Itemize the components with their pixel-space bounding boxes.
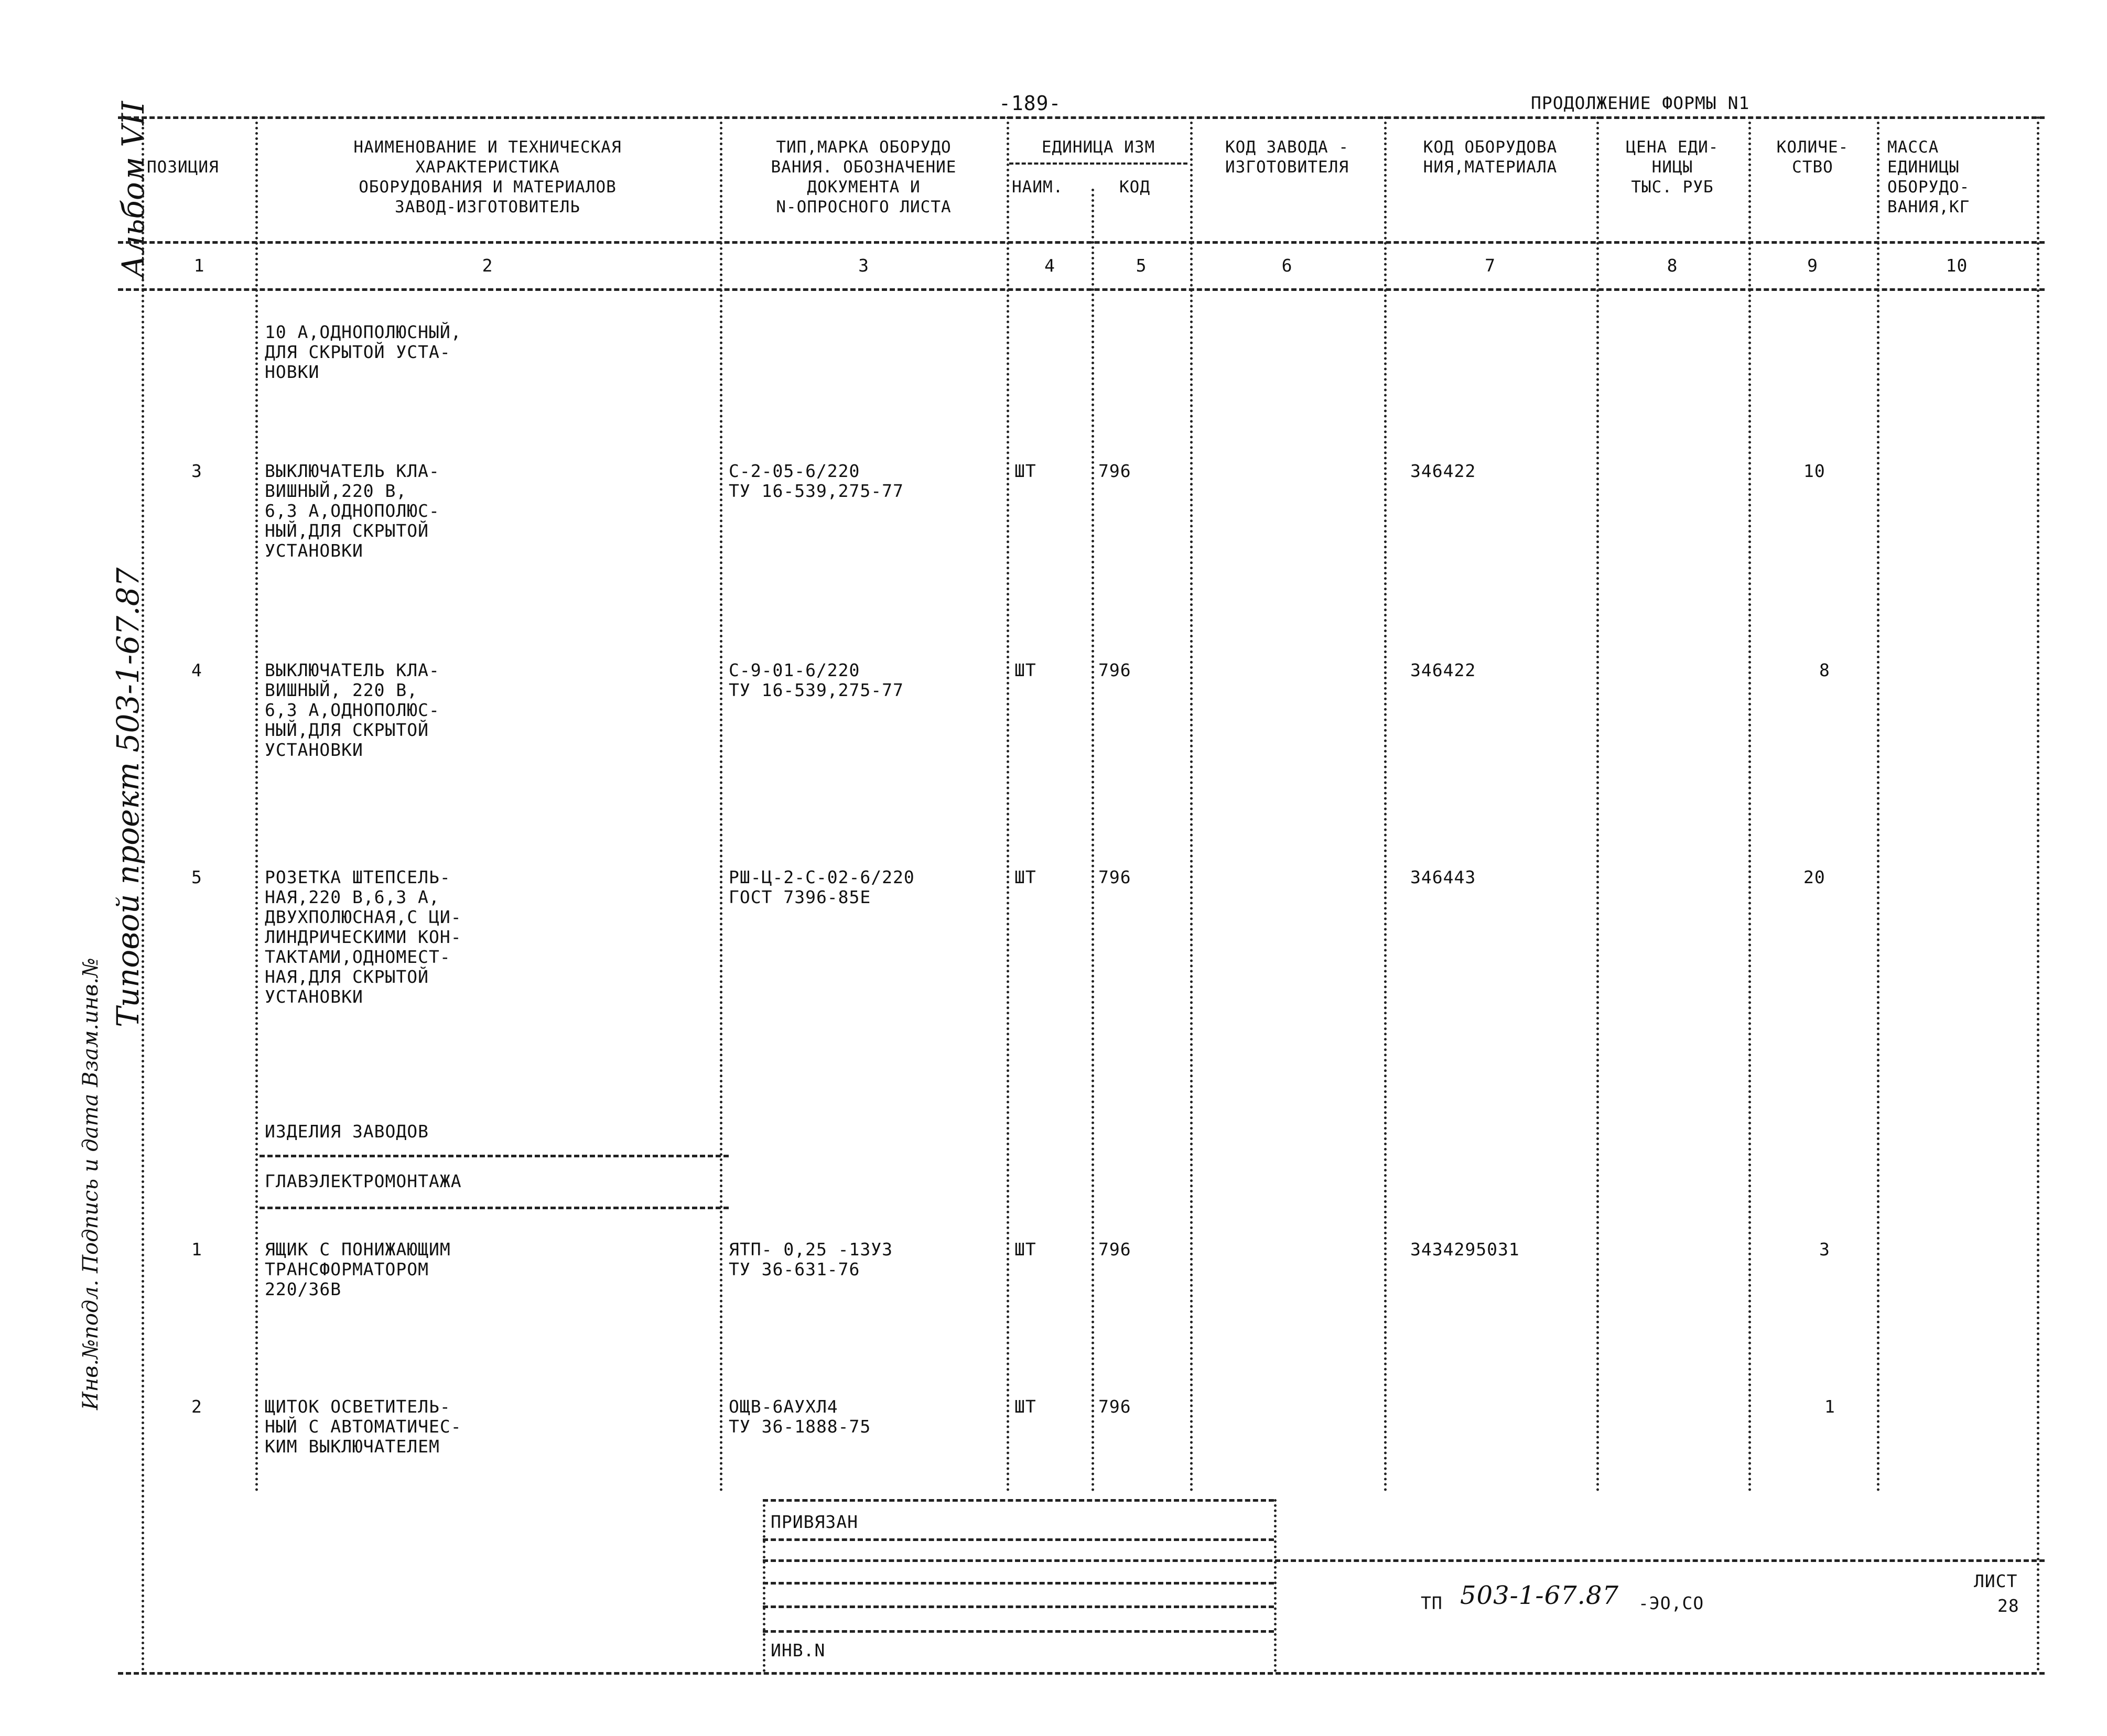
bound-label: ПРИВЯЗАН — [771, 1512, 858, 1532]
row-name-line: УСТАНОВКИ — [265, 740, 363, 760]
header-price-2: НИЦЫ — [1651, 158, 1693, 177]
rule-stamp-3 — [763, 1559, 2045, 1562]
row-position: 2 — [191, 1396, 202, 1417]
header-name-4: ЗАВОД-ИЗГОТОВИТЕЛЬ — [395, 198, 580, 216]
row-name-line: КИМ ВЫКЛЮЧАТЕЛЕМ — [265, 1436, 440, 1457]
row-unit-code: 796 — [1098, 1396, 1131, 1417]
colnum-4: 4 — [1044, 255, 1055, 276]
row-position: 1 — [191, 1239, 202, 1260]
header-mass-4: ВАНИЯ,КГ — [1887, 198, 1970, 216]
page-number: -189- — [999, 92, 1062, 115]
rule-stamp-5 — [763, 1605, 1274, 1608]
rule-colnums-bottom — [118, 288, 2045, 291]
row-material-code: 346443 — [1410, 867, 1476, 887]
vrule-10 — [2037, 116, 2039, 1672]
row-name-line: ЯЩИК С ПОНИЖАЮЩИМ — [265, 1239, 451, 1260]
header-unit: ЕДИНИЦА ИЗМ — [1041, 138, 1155, 157]
row-type-line: ТУ 16-539,275-77 — [729, 680, 904, 700]
rule-group-bottom — [260, 1207, 729, 1209]
row-unit: ШТ — [1014, 1239, 1036, 1260]
header-type-2: ВАНИЯ. ОБОЗНАЧЕНИЕ — [771, 158, 957, 177]
approval-stamp-label: Инв.№подл. Подпись и дата Взам.инв.№ — [79, 958, 103, 1410]
row-material-code: 346422 — [1410, 461, 1476, 481]
header-unit-name: НАИМ. — [1012, 178, 1064, 197]
colnum-3: 3 — [858, 255, 869, 276]
vrule-stamp — [1274, 1499, 1277, 1672]
colnum-7: 7 — [1485, 255, 1496, 276]
rule-stamp-6 — [763, 1630, 1274, 1633]
row-name-line: ДВУХПОЛЮСНАЯ,С ЦИ- — [265, 907, 462, 927]
row-material-code: 346422 — [1410, 660, 1476, 680]
vrule-1 — [255, 116, 258, 1492]
rule-bottom — [118, 1672, 2045, 1675]
row-name-line: ТАКТАМИ,ОДНОМЕСТ- — [265, 947, 451, 967]
colnum-9: 9 — [1807, 255, 1818, 276]
row-unit: ШТ — [1014, 867, 1036, 887]
doc-code: 503-1-67.87 — [1460, 1581, 1619, 1610]
group-heading-1: ИЗДЕЛИЯ ЗАВОДОВ — [265, 1121, 429, 1142]
row-name-line: 220/36В — [265, 1279, 342, 1299]
row-type-line: ЯТП- 0,25 -13У3 — [729, 1239, 893, 1260]
row-name-line: УСТАНОВКИ — [265, 540, 363, 561]
row-type-line: С-2-05-6/220 — [729, 461, 860, 481]
row-unit-code: 796 — [1098, 1239, 1131, 1260]
row-name-line: НОВКИ — [265, 362, 320, 382]
row-name-line: 6,3 А,ОДНОПОЛЮС- — [265, 501, 440, 521]
header-name-1: НАИМЕНОВАНИЕ И ТЕХНИЧЕСКАЯ — [353, 138, 622, 157]
vrule-9 — [1877, 116, 1879, 1492]
row-name-line: 10 А,ОДНОПОЛЮСНЫЙ, — [265, 322, 462, 342]
row-name-line: НЫЙ,ДЛЯ СКРЫТОЙ — [265, 720, 429, 740]
doc-prefix: ТП — [1421, 1593, 1443, 1613]
row-position: 5 — [191, 867, 202, 887]
row-unit-code: 796 — [1098, 867, 1131, 887]
album-label: Альбом VII — [115, 101, 151, 278]
row-type-line: ОЩВ-6АУХЛ4 — [729, 1396, 838, 1417]
row-name-line: ЛИНДРИЧЕСКИМИ КОН- — [265, 927, 462, 947]
header-equipment-code-2: НИЯ,МАТЕРИАЛА — [1423, 158, 1558, 177]
group-heading-2: ГЛАВЭЛЕКТРОМОНТАЖА — [265, 1171, 462, 1191]
header-type-1: ТИП,МАРКА ОБОРУДО — [776, 138, 952, 157]
vrule-2 — [720, 116, 722, 1492]
vrule-5 — [1190, 116, 1193, 1492]
header-name-2: ХАРАКТЕРИСТИКА — [415, 158, 560, 177]
header-equipment-code-1: КОД ОБОРУДОВА — [1423, 138, 1558, 157]
colnum-6: 6 — [1281, 255, 1293, 276]
vrule-6 — [1384, 116, 1387, 1492]
row-unit-code: 796 — [1098, 461, 1131, 481]
sheet-label: ЛИСТ — [1974, 1571, 2018, 1591]
row-type-line: ТУ 16-539,275-77 — [729, 481, 904, 501]
vrule-7 — [1596, 116, 1599, 1492]
row-quantity: 20 — [1803, 867, 1825, 887]
row-position: 3 — [191, 461, 202, 481]
row-unit: ШТ — [1014, 1396, 1036, 1417]
row-type-line: ТУ 36-1888-75 — [729, 1416, 871, 1437]
colnum-8: 8 — [1667, 255, 1678, 276]
project-label: Типовой проект 503-1-67.87 — [110, 567, 146, 1027]
row-type-line: ГОСТ 7396-85Е — [729, 887, 871, 907]
header-unit-code: КОД — [1119, 178, 1150, 197]
colnum-5: 5 — [1136, 255, 1147, 276]
row-type-line: С-9-01-6/220 — [729, 660, 860, 680]
colnum-1: 1 — [193, 255, 205, 276]
row-name-line: УСТАНОВКИ — [265, 986, 363, 1007]
row-quantity: 10 — [1803, 461, 1825, 481]
colnum-10: 10 — [1946, 255, 1968, 276]
row-quantity: 1 — [1824, 1396, 1835, 1417]
row-name-line: ВЫКЛЮЧАТЕЛЬ КЛА- — [265, 660, 440, 680]
row-name-line: 6,3 А,ОДНОПОЛЮС- — [265, 700, 440, 720]
inventory-label: ИНВ.N — [771, 1640, 826, 1661]
header-qty-2: СТВО — [1792, 158, 1833, 177]
row-unit: ШТ — [1014, 660, 1036, 680]
row-name-line: ВИШНЫЙ, 220 В, — [265, 680, 418, 700]
vrule-0 — [142, 116, 144, 1672]
row-name-line: РОЗЕТКА ШТЕПСЕЛЬ- — [265, 867, 451, 887]
row-name-line: ВЫКЛЮЧАТЕЛЬ КЛА- — [265, 461, 440, 481]
vrule-8 — [1748, 116, 1751, 1492]
header-name-3: ОБОРУДОВАНИЯ И МАТЕРИАЛОВ — [359, 178, 617, 197]
colnum-2: 2 — [482, 255, 493, 276]
row-quantity: 8 — [1819, 660, 1830, 680]
rule-group-top — [260, 1155, 729, 1157]
row-name-line: ДЛЯ СКРЫТОЙ УСТА- — [265, 342, 451, 362]
continuation-note: ПРОДОЛЖЕНИЕ ФОРМЫ N1 — [1531, 93, 1750, 113]
row-name-line: ЩИТОК ОСВЕТИТЕЛЬ- — [265, 1396, 451, 1417]
row-quantity: 3 — [1819, 1239, 1830, 1260]
rule-stamp-2 — [763, 1538, 1274, 1541]
header-factory-2: ИЗГОТОВИТЕЛЯ — [1225, 158, 1349, 177]
vrule-4 — [1092, 189, 1094, 1492]
row-name-line: ВИШНЫЙ,220 В, — [265, 481, 407, 501]
rule-stamp-4 — [763, 1582, 1274, 1585]
row-material-code: 3434295031 — [1410, 1239, 1520, 1260]
row-type-line: ТУ 36-631-76 — [729, 1259, 860, 1279]
row-name-line: ТРАНСФОРМАТОРОМ — [265, 1259, 429, 1279]
row-name-line: НЫЙ С АВТОМАТИЧЕС- — [265, 1416, 462, 1437]
row-name-line: НАЯ,ДЛЯ СКРЫТОЙ — [265, 967, 429, 987]
row-name-line: НАЯ,220 В,6,3 А, — [265, 887, 440, 907]
row-unit: ШТ — [1014, 461, 1036, 481]
header-type-4: N-ОПРОСНОГО ЛИСТА — [776, 198, 952, 216]
header-factory-1: КОД ЗАВОДА - — [1225, 138, 1349, 157]
header-mass-3: ОБОРУДО- — [1887, 178, 1970, 197]
vrule-stamp-left — [763, 1499, 765, 1672]
sheet-number: 28 — [1997, 1596, 2019, 1616]
rule-unit-split — [1009, 162, 1187, 165]
header-mass-1: МАССА — [1887, 138, 1939, 157]
header-price-1: ЦЕНА ЕДИ- — [1626, 138, 1719, 157]
rule-stamp-1 — [763, 1499, 1274, 1502]
header-qty-1: КОЛИЧЕ- — [1776, 138, 1849, 157]
row-position: 4 — [191, 660, 202, 680]
header-type-3: ДОКУМЕНТА И — [807, 178, 921, 197]
doc-suffix: -ЭО,СО — [1638, 1593, 1704, 1613]
vrule-3 — [1007, 116, 1009, 1492]
header-mass-2: ЕДИНИЦЫ — [1887, 158, 1960, 177]
rule-header-bottom — [118, 241, 2045, 244]
header-position: ПОЗИЦИЯ — [147, 158, 219, 177]
rule-top — [118, 116, 2045, 119]
row-unit-code: 796 — [1098, 660, 1131, 680]
header-price-3: ТЫС. РУБ — [1631, 178, 1714, 197]
row-type-line: РШ-Ц-2-С-02-6/220 — [729, 867, 915, 887]
row-name-line: НЫЙ,ДЛЯ СКРЫТОЙ — [265, 520, 429, 541]
